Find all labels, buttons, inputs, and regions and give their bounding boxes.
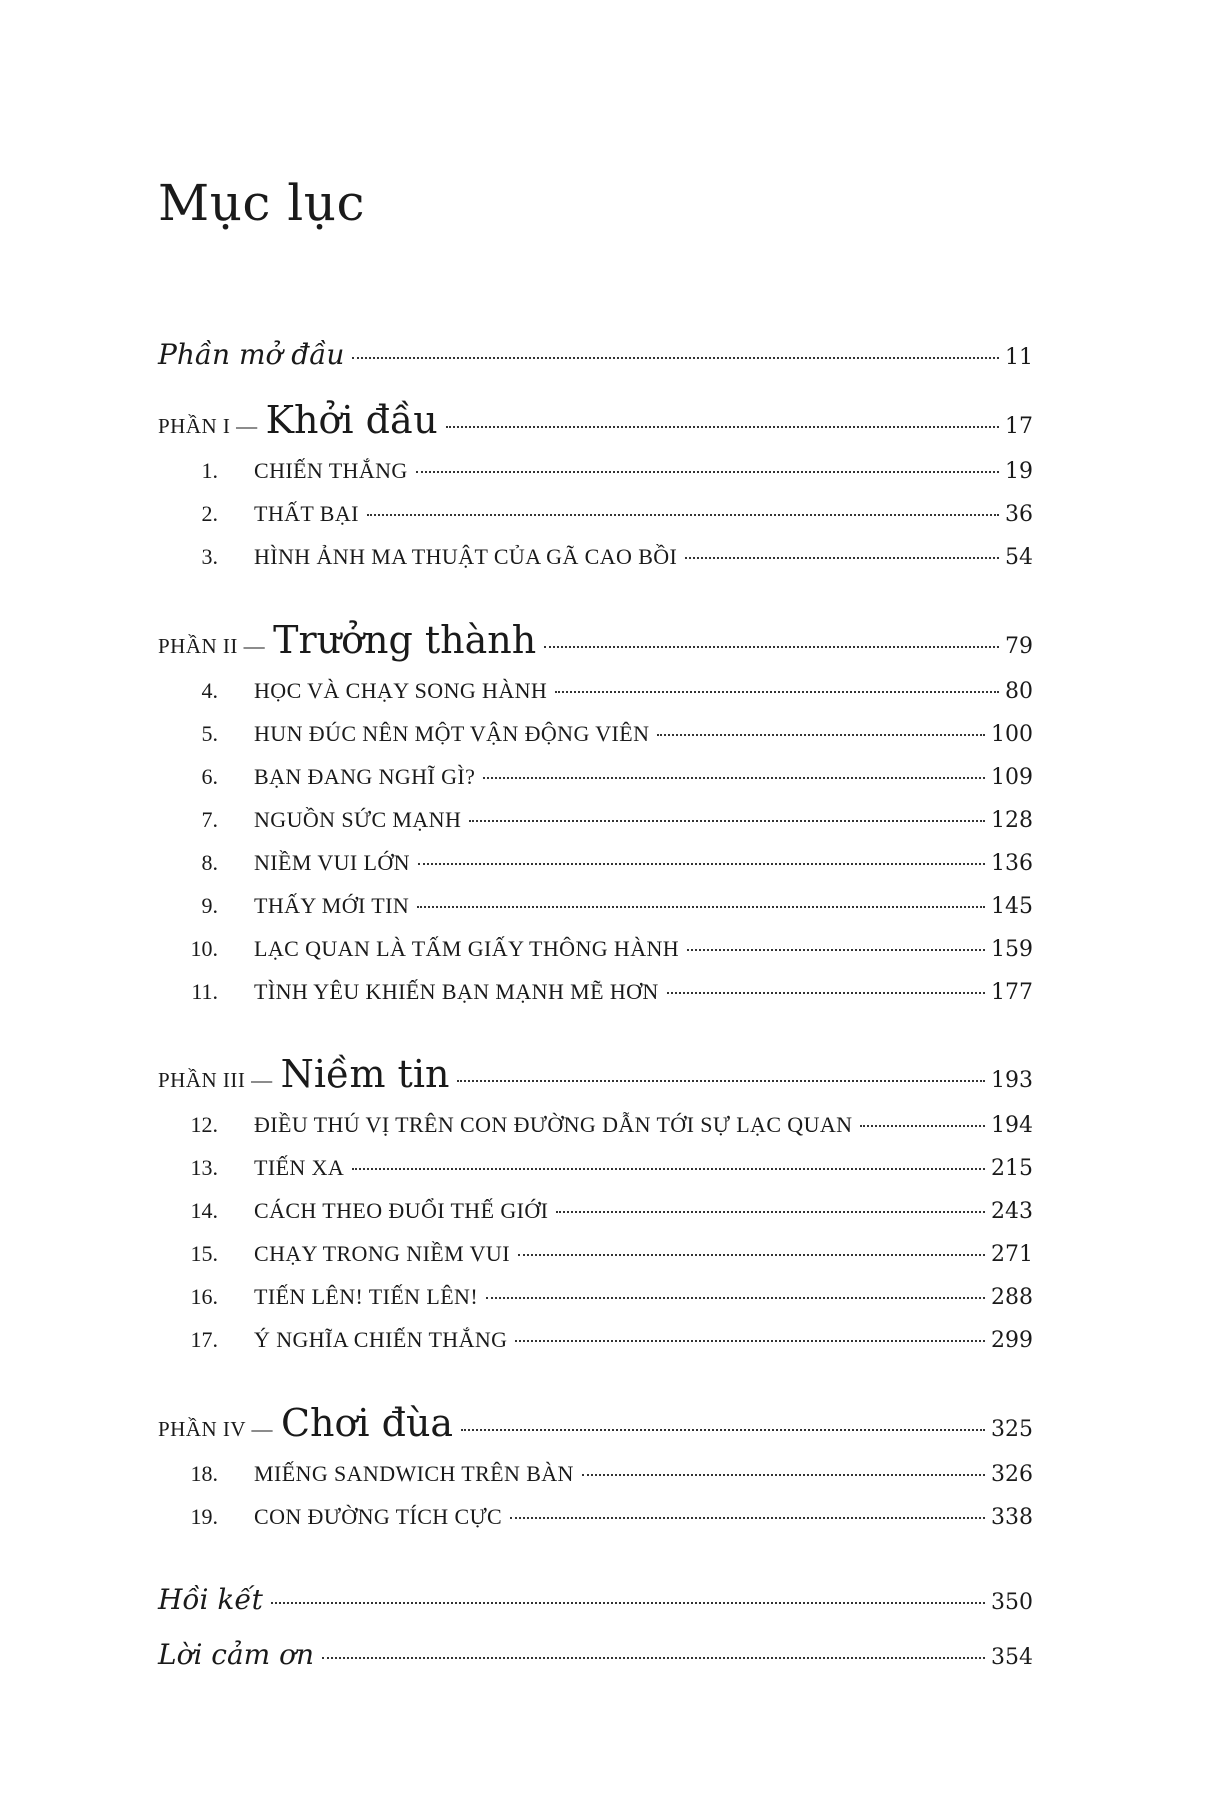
page-number: 79 — [1005, 634, 1033, 659]
chapter-number: 5. — [201, 721, 218, 746]
chapter-title: THẤT BẠI — [254, 501, 359, 526]
page-number: 19 — [1005, 459, 1033, 484]
toc-entry-acknowledgements[interactable] — [158, 1638, 1033, 1671]
dot-leader — [457, 1079, 985, 1082]
page-number: 54 — [1005, 545, 1033, 570]
chapter-number: 16. — [190, 1284, 218, 1309]
chapter-number: 17. — [190, 1327, 218, 1352]
dot-leader — [483, 776, 985, 779]
page-number: 177 — [991, 980, 1033, 1005]
toc-chapter-16[interactable] — [158, 1284, 1033, 1310]
chapter-title: CHẠY TRONG NIỀM VUI — [254, 1241, 510, 1266]
chapter-title: THẤY MỚI TIN — [254, 893, 410, 918]
dot-leader — [486, 1296, 985, 1299]
chapter-title: NGUỒN SỨC MẠNH — [254, 807, 462, 832]
page-number: 271 — [991, 1242, 1033, 1267]
dot-leader — [555, 690, 999, 693]
chapter-number: 11. — [191, 979, 218, 1004]
entry-title: Phần mở đầu — [158, 338, 345, 371]
chapter-title: BẠN ĐANG NGHĨ GÌ? — [254, 764, 476, 789]
dot-leader — [416, 470, 999, 473]
chapter-title: LẠC QUAN LÀ TẤM GIẤY THÔNG HÀNH — [254, 936, 680, 961]
part-prefix: PHẦN II — — [158, 634, 266, 658]
dot-leader — [667, 991, 985, 994]
toc-entry-prologue[interactable] — [158, 338, 1033, 371]
dot-leader — [352, 1167, 985, 1170]
page-number: 243 — [991, 1199, 1033, 1224]
dot-leader — [510, 1516, 985, 1519]
dot-leader — [461, 1428, 985, 1431]
dot-leader — [685, 556, 999, 559]
page-number: 11 — [1005, 345, 1033, 370]
page-number: 17 — [1005, 414, 1033, 439]
chapter-number: 13. — [190, 1155, 218, 1180]
toc-chapter-3[interactable] — [158, 544, 1033, 570]
dot-leader — [322, 1656, 985, 1659]
toc-part-1[interactable] — [158, 398, 1033, 442]
page-number: 354 — [991, 1645, 1033, 1670]
chapter-title: Ý NGHĨA CHIẾN THẮNG — [254, 1327, 508, 1352]
chapter-title: TIẾN XA — [254, 1155, 345, 1180]
entry-title: Lời cảm ơn — [158, 1638, 315, 1671]
page-number: 136 — [991, 851, 1033, 876]
chapter-title: MIẾNG SANDWICH TRÊN BÀN — [254, 1461, 574, 1486]
dot-leader — [544, 645, 999, 648]
dot-leader — [418, 862, 985, 865]
chapter-number: 6. — [201, 764, 218, 789]
dot-leader — [417, 905, 985, 908]
page-number: 288 — [991, 1285, 1033, 1310]
page-number: 80 — [1005, 679, 1033, 704]
page-number: 109 — [991, 765, 1033, 790]
dot-leader — [271, 1601, 985, 1604]
chapter-title: HÌNH ẢNH MA THUẬT CỦA GÃ CAO BỒI — [254, 544, 678, 569]
dot-leader — [582, 1473, 985, 1476]
toc-entry-epilogue[interactable] — [158, 1583, 1033, 1616]
part-title: Khởi đầu — [265, 398, 438, 442]
toc-chapter-15[interactable] — [158, 1241, 1033, 1267]
page-number: 128 — [991, 808, 1033, 833]
toc-chapter-9[interactable] — [158, 893, 1033, 919]
dot-leader — [687, 948, 985, 951]
toc-chapter-13[interactable] — [158, 1155, 1033, 1181]
dot-leader — [657, 733, 985, 736]
chapter-number: 1. — [201, 458, 218, 483]
chapter-title: ĐIỀU THÚ VỊ TRÊN CON ĐƯỜNG DẪN TỚI SỰ LẠC QUAN — [254, 1112, 853, 1137]
part-prefix: PHẦN III — — [158, 1068, 273, 1092]
chapter-title: TIẾN LÊN! TIẾN LÊN! — [254, 1284, 479, 1309]
chapter-number: 7. — [201, 807, 218, 832]
part-prefix: PHẦN IV — — [158, 1417, 273, 1441]
page-number: 338 — [991, 1505, 1033, 1530]
dot-leader — [556, 1210, 985, 1213]
page-number: 326 — [991, 1462, 1033, 1487]
chapter-number: 3. — [201, 544, 218, 569]
page-number: 100 — [991, 722, 1033, 747]
chapter-title: TÌNH YÊU KHIẾN BẠN MẠNH MẼ HƠN — [254, 979, 659, 1004]
toc-chapter-11[interactable] — [158, 979, 1033, 1005]
chapter-title: CON ĐƯỜNG TÍCH CỰC — [254, 1504, 503, 1529]
chapter-number: 10. — [190, 936, 218, 961]
toc-chapter-12[interactable] — [158, 1112, 1033, 1138]
chapter-number: 9. — [201, 893, 218, 918]
dot-leader — [352, 356, 999, 359]
toc-part-4[interactable] — [158, 1401, 1033, 1445]
dot-leader — [515, 1339, 985, 1342]
dot-leader — [469, 819, 985, 822]
chapter-number: 12. — [190, 1112, 218, 1137]
chapter-number: 15. — [190, 1241, 218, 1266]
chapter-title: NIỀM VUI LỚN — [254, 850, 410, 875]
page-number: 193 — [991, 1068, 1033, 1093]
dot-leader — [860, 1124, 985, 1127]
page-number: 159 — [991, 937, 1033, 962]
toc-chapter-7[interactable] — [158, 807, 1033, 833]
chapter-title: HỌC VÀ CHẠY SONG HÀNH — [254, 678, 548, 703]
chapter-number: 18. — [190, 1461, 218, 1486]
toc-chapter-5[interactable] — [158, 721, 1033, 747]
toc-chapter-19[interactable] — [158, 1504, 1033, 1530]
page-number: 36 — [1005, 502, 1033, 527]
page-number: 194 — [991, 1113, 1033, 1138]
entry-title: Hồi kết — [158, 1583, 263, 1616]
page-number: 350 — [991, 1590, 1033, 1615]
chapter-title: CHIẾN THẮNG — [254, 458, 408, 483]
page-number: 145 — [991, 894, 1033, 919]
chapter-number: 14. — [190, 1198, 218, 1223]
page-title: Mục lục — [158, 174, 365, 232]
chapter-number: 19. — [190, 1504, 218, 1529]
toc-chapter-1[interactable] — [158, 458, 1033, 484]
chapter-title: CÁCH THEO ĐUỔI THẾ GIỚI — [254, 1198, 549, 1223]
part-title: Niềm tin — [280, 1052, 450, 1096]
chapter-title: HUN ĐÚC NÊN MỘT VẬN ĐỘNG VIÊN — [254, 721, 650, 746]
part-title: Trưởng thành — [273, 618, 537, 662]
dot-leader — [518, 1253, 985, 1256]
toc-chapter-17[interactable] — [158, 1327, 1033, 1353]
toc-part-3[interactable] — [158, 1052, 1033, 1096]
page-number: 215 — [991, 1156, 1033, 1181]
toc-chapter-2[interactable] — [158, 501, 1033, 527]
chapter-number: 4. — [201, 678, 218, 703]
page-number: 325 — [991, 1417, 1033, 1442]
toc-chapter-4[interactable] — [158, 678, 1033, 704]
toc-chapter-10[interactable] — [158, 936, 1033, 962]
part-title: Chơi đùa — [280, 1401, 454, 1445]
part-prefix: PHẦN I — — [158, 414, 258, 438]
toc-chapter-14[interactable] — [158, 1198, 1033, 1224]
chapter-number: 2. — [201, 501, 218, 526]
toc-chapter-6[interactable] — [158, 764, 1033, 790]
dot-leader — [446, 425, 999, 428]
chapter-number: 8. — [201, 850, 218, 875]
dot-leader — [367, 513, 999, 516]
toc-chapter-18[interactable] — [158, 1461, 1033, 1487]
toc-part-2[interactable] — [158, 618, 1033, 662]
toc-chapter-8[interactable] — [158, 850, 1033, 876]
page-number: 299 — [991, 1328, 1033, 1353]
